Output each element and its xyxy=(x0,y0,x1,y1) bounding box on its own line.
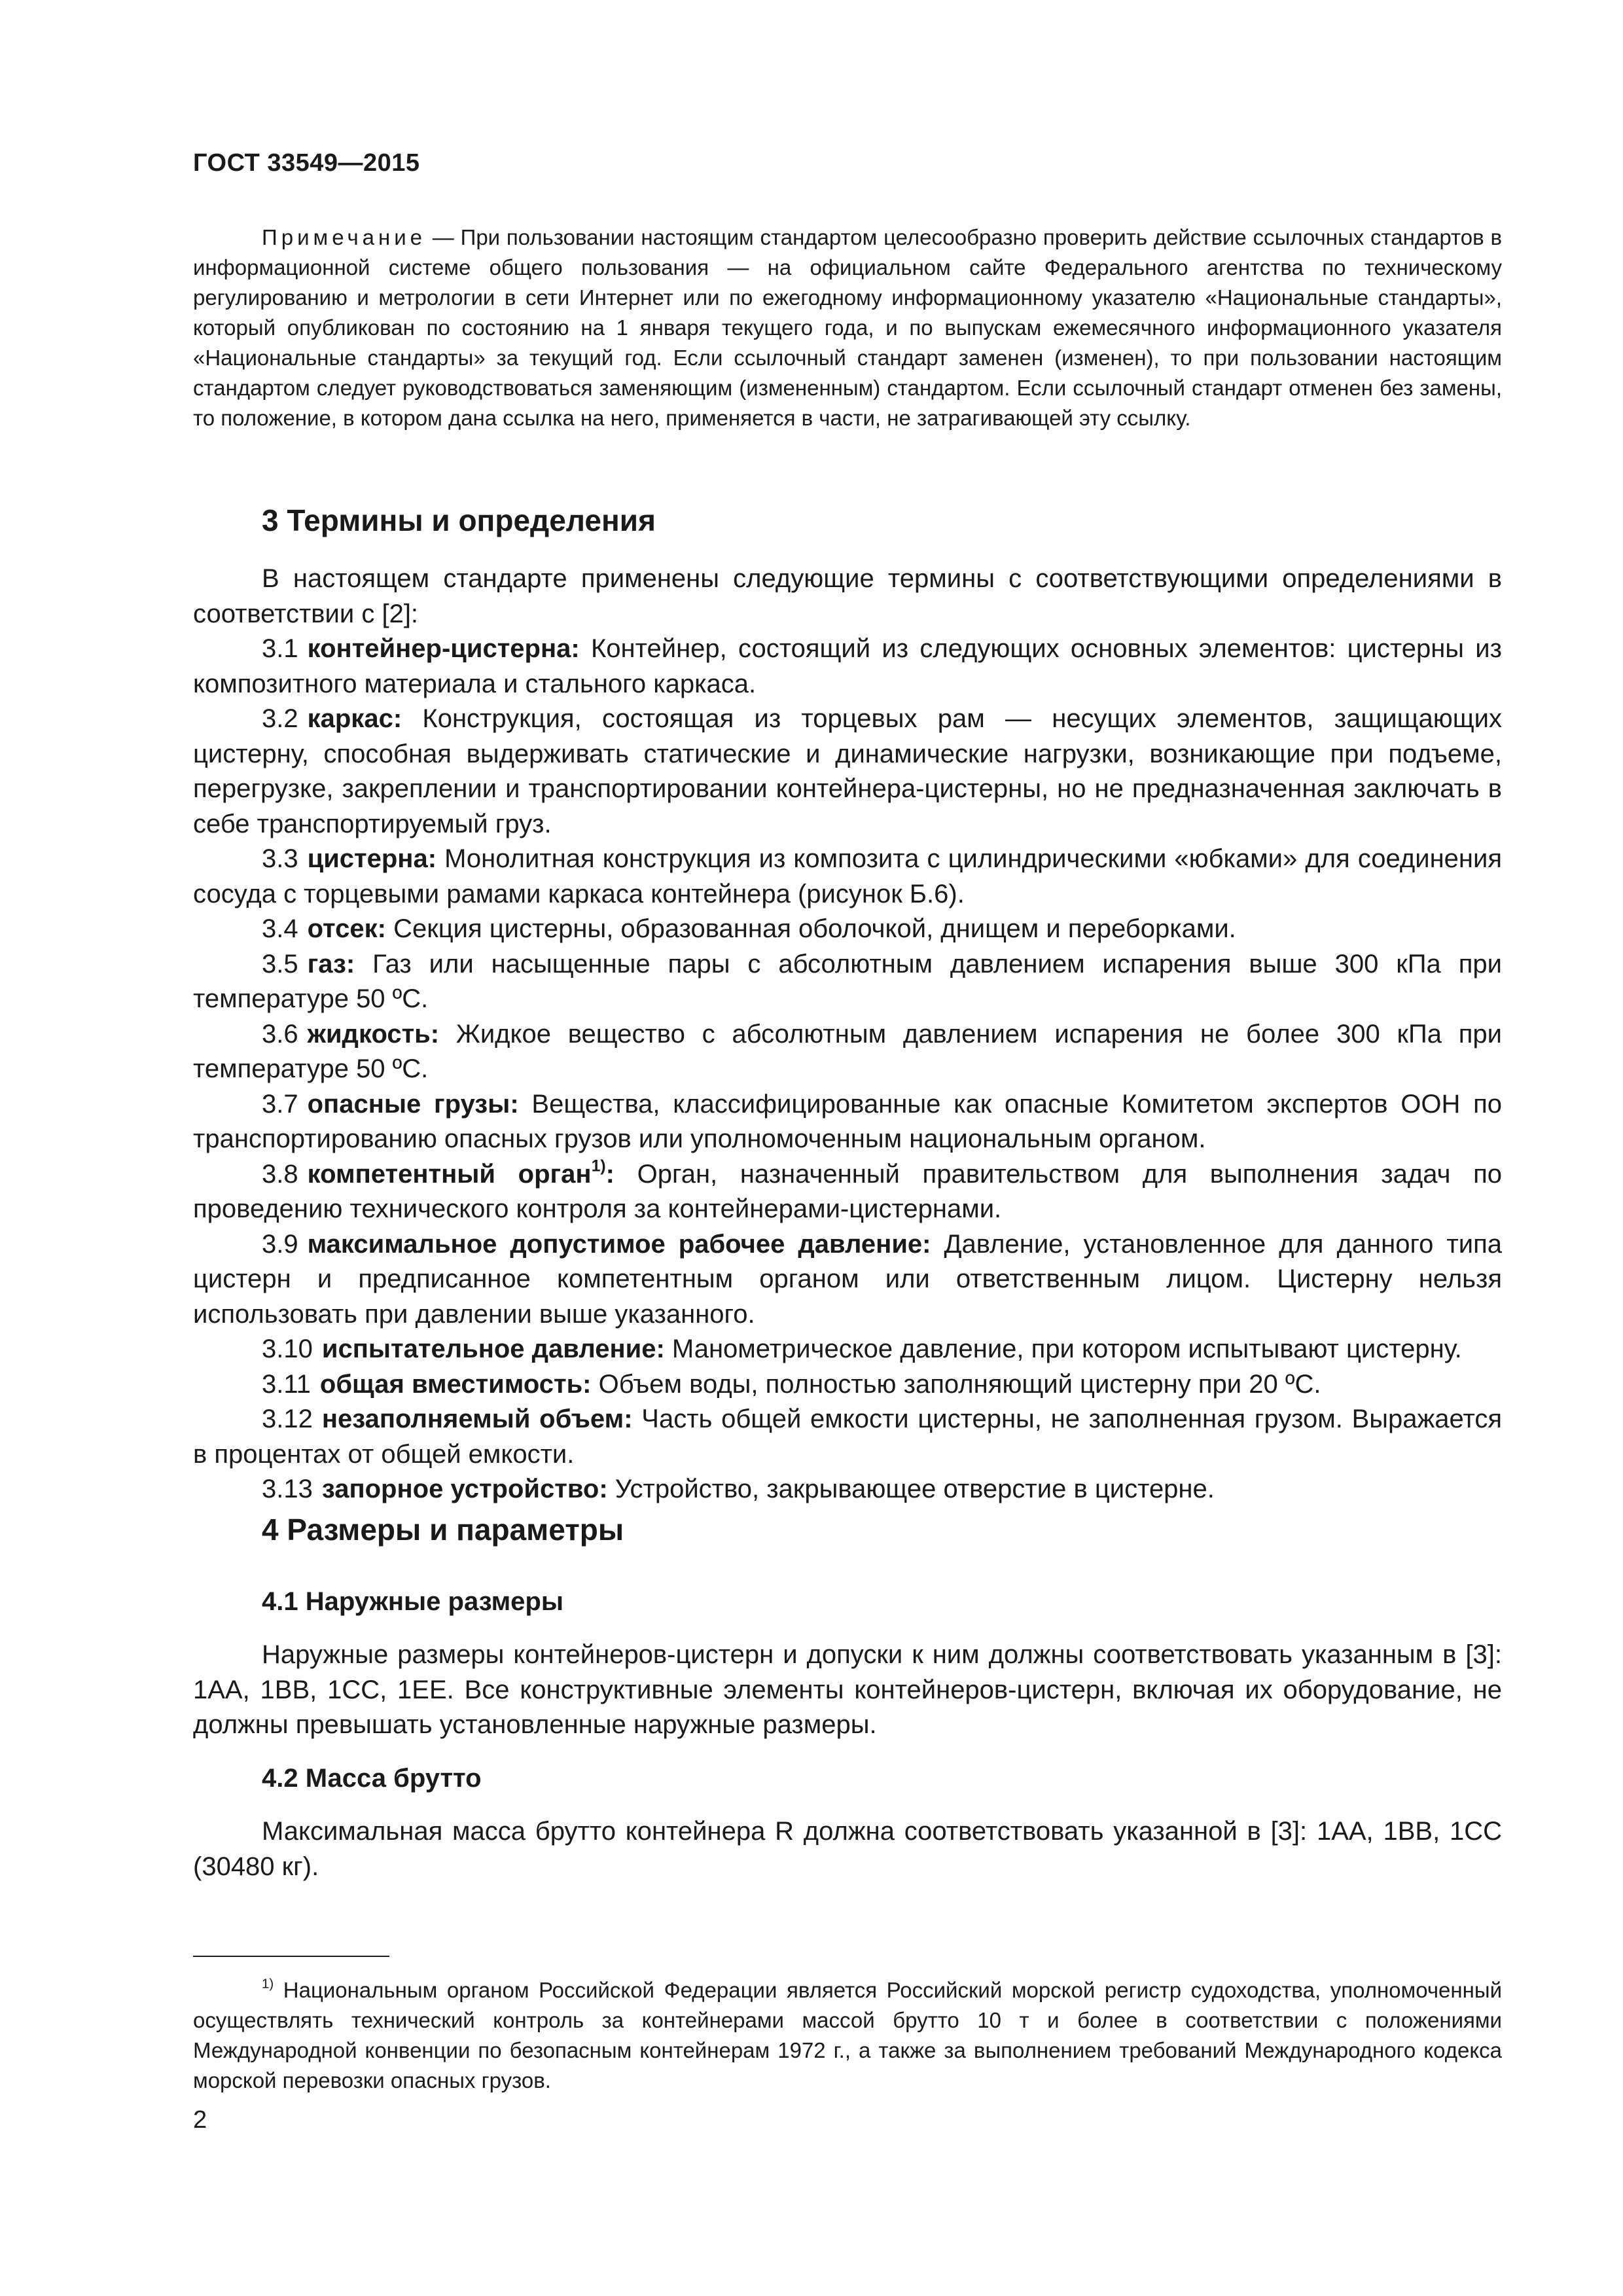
term-definition: Конструкция, состоящая из торцевых рам — несущих элементов, защищающих цистерну, способная выдерживать статические и динамические нагрузки, возникающие при подъеме, перегрузке, закреплении и транспортировании контейнера-цистерны, но не предназначенная заключать в себе транспортируемый груз. xyxy=(193,704,1502,838)
term-name: незаполняемый объем: xyxy=(321,1405,633,1433)
term-number: 3.11 xyxy=(262,1369,311,1399)
term-definition: Секция цистерны, образованная оболочкой, днищем и переборками. xyxy=(393,914,1236,943)
section-3-intro: В настоящем стандарте применены следующие термины с соответствующими определениями в соответствии с [2]: xyxy=(193,564,1502,628)
term-item xyxy=(193,912,1502,947)
term-name: каркас: xyxy=(307,704,402,733)
document-code: ГОСТ 33549—2015 xyxy=(193,149,420,177)
term-definition: Объем воды, полностью заполняющий цистерну при 20 ºС. xyxy=(598,1369,1321,1399)
term-number: 3.7 xyxy=(262,1089,298,1119)
term-item xyxy=(193,1402,1502,1472)
term-number: 3.3 xyxy=(262,844,298,873)
term-name: цистерна: xyxy=(307,844,437,873)
page-number: 2 xyxy=(193,2106,207,2134)
term-item xyxy=(193,1367,1502,1403)
term-item xyxy=(193,1227,1502,1333)
term-name-tail: : xyxy=(605,1159,615,1189)
term-item xyxy=(193,1017,1502,1087)
term-name: общая вместимость: xyxy=(319,1369,592,1399)
term-name: жидкость: xyxy=(307,1019,440,1049)
note-text: — При пользовании настоящим стандартом целесообразно проверить действие ссылочных стандартов в информационной системе общего пользования — на официальном сайте Федерального агентства по техническому регулированию и метрологии в сети Интернет или по ежегодному информационному указателю «Национальные стандарты», который опубликован по состоянию на 1 января текущего года, и по выпускам ежемесячного информационного указателя «Национальные стандарты» за текущий год. Если ссылочный стандарт заменен (изменен), то при пользовании настоящим стандартом следует руководствоваться заменяющим (измененным) стандартом. Если ссылочный стандарт отменен без замены, то положение, в котором дана ссылка на него, применяется в части, не затрагивающей эту ссылку. xyxy=(193,225,1502,430)
term-definition: Вещества, классифицированные как опасные Комитетом экспертов ООН по транспортированию опасных грузов или уполномоченным национальным органом. xyxy=(193,1089,1502,1153)
term-definition: Газ или насыщенные пары с абсолютным давлением испарения выше 300 кПа при температуре 50 ºС. xyxy=(193,949,1502,1013)
term-name: отсек: xyxy=(307,914,386,943)
term-item xyxy=(193,947,1502,1017)
term-item xyxy=(193,702,1502,842)
term-item xyxy=(193,1472,1502,1507)
note-label: Примечание xyxy=(262,225,427,249)
term-name: контейнер-цистерна: xyxy=(307,634,580,663)
term-definition: Контейнер, состоящий из следующих основных элементов: цистерны из композитного материала и стального каркаса. xyxy=(193,634,1502,698)
term-number: 3.6 xyxy=(262,1019,298,1049)
term-name: опасные грузы: xyxy=(307,1089,519,1119)
term-name: компетентный орган xyxy=(307,1159,592,1189)
term-definition: Часть общей емкости цистерны, не заполненная грузом. Выражается в процентах от общей емкости. xyxy=(193,1405,1503,1469)
subsection-4-1-title: 4.1 Наружные размеры xyxy=(262,1587,564,1616)
footnote-text: Национальным органом Российской Федерации является Российский морской регистр судоходства, уполномоченный осуществлять технический контроль за контейнерами массой брутто 10 т и более в соответствии с положениями Международной конвенции по безопасным контейнерам 1972 г., а также за выполнением требований Международного кодекса морской перевозки опасных грузов. xyxy=(193,1978,1502,2092)
subsection-4-2-title: 4.2 Масса брутто xyxy=(262,1764,482,1793)
footnote xyxy=(193,1975,1502,2096)
term-item xyxy=(193,1087,1502,1157)
term-number: 3.1 xyxy=(262,634,298,663)
term-number: 3.10 xyxy=(262,1335,313,1363)
term-definition: Манометрическое давление, при котором испытывают цистерну. xyxy=(671,1335,1462,1363)
term-definition: Монолитная конструкция из композита с цилиндрическими «юбками» для соединения сосуда с торцевыми рамами каркаса контейнера (рисунок Б.6). xyxy=(193,844,1502,908)
term-definition: Давление, установленное для данного типа цистерн и предписанное компетентным органом или ответственным лицом. Цистерну нельзя использовать при давлении выше указанного. xyxy=(193,1229,1502,1329)
term-name: газ: xyxy=(307,949,355,978)
term-name: запорное устройство: xyxy=(321,1475,608,1503)
term-name: испытательное давление: xyxy=(321,1335,665,1363)
term-number: 3.2 xyxy=(262,704,298,733)
term-number: 3.12 xyxy=(262,1405,313,1433)
term-number: 3.8 xyxy=(262,1159,298,1189)
footnote-separator xyxy=(193,1956,389,1957)
term-definition: Орган, назначенный правительством для выполнения задач по проведению технического контроля за контейнерами-цистернами. xyxy=(193,1159,1502,1223)
term-item xyxy=(193,842,1502,912)
term-definition: Устройство, закрывающее отверстие в цистерне. xyxy=(615,1475,1215,1503)
term-name: максимальное допустимое рабочее давление: xyxy=(307,1229,931,1259)
subsection-4-2-text: Максимальная масса брутто контейнера R должна соответствовать указанной в [3]: 1АА, 1ВВ, 1СС (30480 кг). xyxy=(193,1817,1502,1881)
term-number: 3.4 xyxy=(262,914,298,943)
subsection-4-1-body xyxy=(193,1638,1502,1743)
term-number: 3.5 xyxy=(262,949,298,978)
section-3-body xyxy=(193,562,1502,1507)
footnote-marker: 1) xyxy=(591,1157,606,1175)
term-item xyxy=(193,632,1502,702)
footnote-marker: 1) xyxy=(262,1976,274,1992)
term-definition: Жидкое вещество с абсолютным давлением испарения не более 300 кПа при температуре 50 ºС. xyxy=(193,1019,1503,1083)
section-3-title: 3 Термины и определения xyxy=(262,503,656,537)
subsection-4-1-text: Наружные размеры контейнеров-цистерн и допуски к ним должны соответствовать указанным в [3]: 1АА, 1ВВ, 1СС, 1ЕЕ. Все конструктивные элементы контейнеров-цистерн, включая их оборудование, не должны превышать установленные наружные размеры. xyxy=(193,1640,1502,1739)
term-item xyxy=(193,1332,1502,1367)
term-number: 3.13 xyxy=(262,1475,313,1503)
term-item xyxy=(193,1157,1502,1227)
section-4-title: 4 Размеры и параметры xyxy=(262,1513,624,1547)
term-number: 3.9 xyxy=(262,1229,298,1259)
subsection-4-2-body xyxy=(193,1814,1502,1884)
reference-note xyxy=(193,223,1502,433)
